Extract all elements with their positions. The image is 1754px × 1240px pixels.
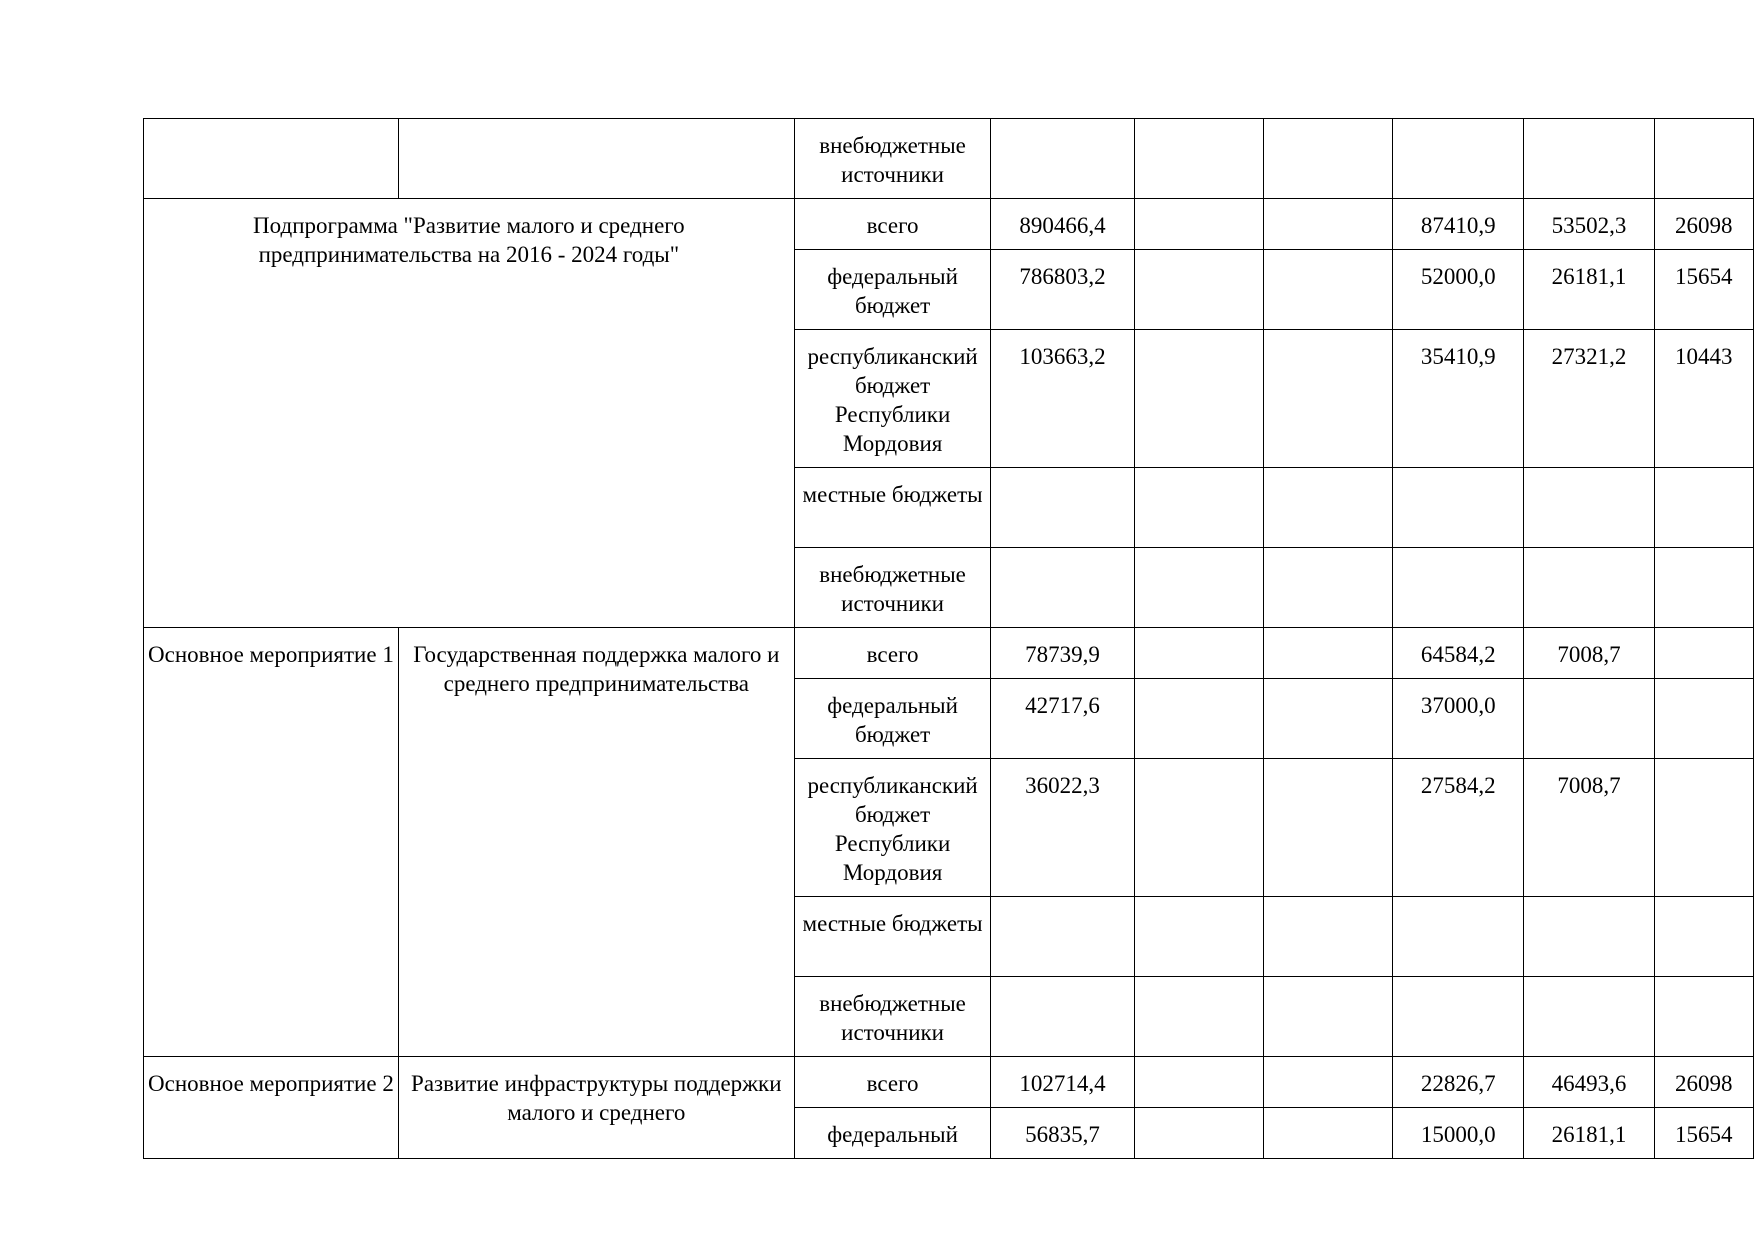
- empty-cell: [1524, 679, 1654, 759]
- empty-cell: [1134, 977, 1264, 1057]
- year-value: 46493,6: [1524, 1057, 1654, 1108]
- total-value: 102714,4: [991, 1057, 1134, 1108]
- funding-source-cell: местные бюджеты: [794, 897, 991, 977]
- empty-cell: [1134, 679, 1264, 759]
- empty-cell: [991, 119, 1134, 199]
- funding-source-cell: всего: [794, 628, 991, 679]
- empty-cell: [1264, 897, 1393, 977]
- year-value: 7008,7: [1524, 628, 1654, 679]
- empty-cell: [1524, 468, 1654, 548]
- year-value: 26181,1: [1524, 250, 1654, 330]
- year-value: 87410,9: [1393, 199, 1524, 250]
- empty-cell: [144, 119, 399, 199]
- funding-source-cell: местные бюджеты: [794, 468, 991, 548]
- year-value: 7008,7: [1524, 759, 1654, 897]
- empty-cell: [1264, 759, 1393, 897]
- activity-name: Государственная поддержка малого и среднего предпринимательства: [398, 628, 794, 1057]
- empty-cell: [1524, 548, 1654, 628]
- year-value: 15654: [1654, 1108, 1753, 1159]
- table-row: [144, 628, 1754, 679]
- empty-cell: [991, 468, 1134, 548]
- empty-cell: [1524, 977, 1654, 1057]
- empty-cell: [1134, 628, 1264, 679]
- empty-cell: [1134, 1108, 1264, 1159]
- funding-source-cell: внебюджетные источники: [794, 548, 991, 628]
- year-value: 52000,0: [1393, 250, 1524, 330]
- total-value: 56835,7: [991, 1108, 1134, 1159]
- empty-cell: [1264, 1108, 1393, 1159]
- funding-source-cell: республиканский бюджет Республики Мордовия: [794, 330, 991, 468]
- funding-source-cell: федеральный бюджет: [794, 250, 991, 330]
- empty-cell: [1134, 759, 1264, 897]
- year-value: 37000,0: [1393, 679, 1524, 759]
- empty-cell: [1654, 977, 1753, 1057]
- empty-cell: [1264, 628, 1393, 679]
- empty-cell: [398, 119, 794, 199]
- empty-cell: [1393, 977, 1524, 1057]
- total-value: 42717,6: [991, 679, 1134, 759]
- empty-cell: [1134, 199, 1264, 250]
- empty-cell: [1264, 250, 1393, 330]
- activity-name: Развитие инфраструктуры поддержки малого и среднего: [398, 1057, 794, 1159]
- table-row: [144, 119, 1754, 199]
- empty-cell: [1524, 897, 1654, 977]
- year-value: 26181,1: [1524, 1108, 1654, 1159]
- empty-cell: [1264, 330, 1393, 468]
- empty-cell: [991, 897, 1134, 977]
- empty-cell: [1134, 119, 1264, 199]
- table-row: [144, 1057, 1754, 1108]
- empty-cell: [1654, 468, 1753, 548]
- empty-cell: [1393, 548, 1524, 628]
- empty-cell: [1393, 897, 1524, 977]
- total-value: 36022,3: [991, 759, 1134, 897]
- empty-cell: [1264, 119, 1393, 199]
- total-value: 786803,2: [991, 250, 1134, 330]
- funding-source-cell: внебюджетные источники: [794, 119, 991, 199]
- budget-table: [143, 118, 1754, 1159]
- year-value: 64584,2: [1393, 628, 1524, 679]
- empty-cell: [1264, 468, 1393, 548]
- empty-cell: [1134, 250, 1264, 330]
- empty-cell: [1654, 119, 1753, 199]
- total-value: 78739,9: [991, 628, 1134, 679]
- total-value: 103663,2: [991, 330, 1134, 468]
- table-row: [144, 199, 1754, 250]
- funding-source-cell: республиканский бюджет Республики Мордовия: [794, 759, 991, 897]
- year-value: 10443: [1654, 330, 1753, 468]
- activity-label: Основное мероприятие 2: [144, 1057, 399, 1159]
- subprogram-title: Подпрограмма "Развитие малого и среднего предпринимательства на 2016 - 2024 годы": [144, 199, 795, 628]
- empty-cell: [1654, 897, 1753, 977]
- funding-source-cell: всего: [794, 199, 991, 250]
- empty-cell: [1134, 897, 1264, 977]
- empty-cell: [1134, 330, 1264, 468]
- empty-cell: [1393, 119, 1524, 199]
- funding-source-cell: федеральный: [794, 1108, 991, 1159]
- empty-cell: [1264, 1057, 1393, 1108]
- activity-label: Основное мероприятие 1: [144, 628, 399, 1057]
- empty-cell: [1134, 468, 1264, 548]
- funding-source-cell: внебюджетные источники: [794, 977, 991, 1057]
- empty-cell: [991, 548, 1134, 628]
- empty-cell: [1654, 628, 1753, 679]
- empty-cell: [1654, 759, 1753, 897]
- funding-source-cell: федеральный бюджет: [794, 679, 991, 759]
- empty-cell: [1264, 199, 1393, 250]
- empty-cell: [1264, 679, 1393, 759]
- year-value: 53502,3: [1524, 199, 1654, 250]
- year-value: 26098: [1654, 199, 1753, 250]
- empty-cell: [1654, 679, 1753, 759]
- year-value: 26098: [1654, 1057, 1753, 1108]
- empty-cell: [1134, 548, 1264, 628]
- year-value: 35410,9: [1393, 330, 1524, 468]
- empty-cell: [1134, 1057, 1264, 1108]
- empty-cell: [1524, 119, 1654, 199]
- year-value: 27321,2: [1524, 330, 1654, 468]
- year-value: 22826,7: [1393, 1057, 1524, 1108]
- total-value: 890466,4: [991, 199, 1134, 250]
- empty-cell: [1393, 468, 1524, 548]
- empty-cell: [991, 977, 1134, 1057]
- empty-cell: [1654, 548, 1753, 628]
- funding-source-cell: всего: [794, 1057, 991, 1108]
- year-value: 15000,0: [1393, 1108, 1524, 1159]
- empty-cell: [1264, 548, 1393, 628]
- year-value: 15654: [1654, 250, 1753, 330]
- year-value: 27584,2: [1393, 759, 1524, 897]
- empty-cell: [1264, 977, 1393, 1057]
